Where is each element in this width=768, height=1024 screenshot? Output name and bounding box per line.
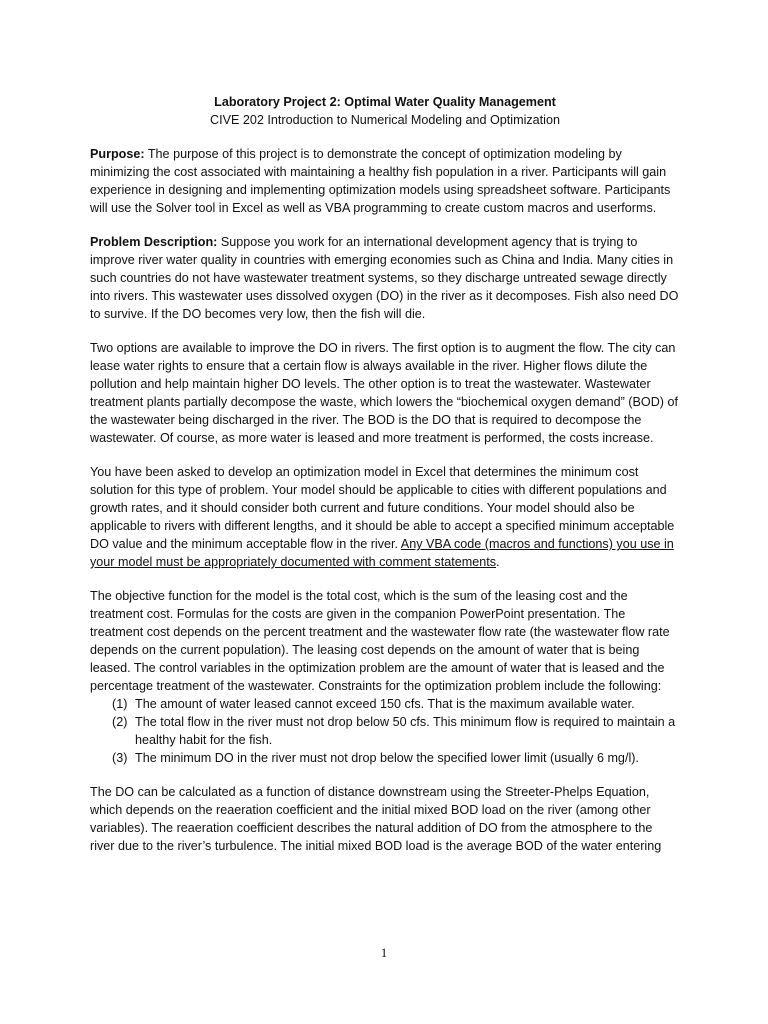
constraint-number: (3): [112, 751, 128, 765]
constraint-text: The minimum DO in the river must not drop below the specified lower limit (usually 6 mg/l).: [135, 751, 639, 765]
task-text: You have been asked to develop an optimization model in Excel that determines the minimum cost solution for this type of problem. Your model should be applicable to cities with different populations and growth rates, and it should consider both current and future conditions. Your model should also be applicable to rivers with different lengths, and it should be able to accept a specified minimum acceptable DO value and the minimum acceptable flow in the river.: [90, 465, 675, 551]
task-end: .: [496, 555, 500, 569]
task-paragraph: [90, 463, 680, 571]
constraint-item: [112, 749, 680, 767]
constraint-number: (1): [112, 697, 128, 711]
constraints-list: [90, 695, 680, 767]
do-paragraph: The DO can be calculated as a function of distance downstream using the Streeter-Phelps Equation, which depends on the reaeration coefficient and the initial mixed BOD load on the river (among other variables). The reaeration coefficient describes the natural addition of DO from the atmosphere to the river due to the river’s turbulence. The initial mixed BOD load is the average BOD of the water entering: [90, 785, 662, 853]
constraint-text: The amount of water leased cannot exceed 150 cfs. That is the maximum available water.: [135, 697, 635, 711]
title-block: [90, 93, 680, 129]
page-title: Laboratory Project 2: Optimal Water Quality Management: [214, 95, 556, 109]
constraint-number: (2): [112, 715, 128, 729]
vba-documentation-requirement: Any VBA code (macros and functions) you use in your model must be appropriately documented with comment statements: [90, 537, 674, 569]
page-number: 1: [380, 946, 388, 960]
course-subtitle: CIVE 202 Introduction to Numerical Modeling and Optimization: [209, 113, 560, 127]
purpose-paragraph: [90, 145, 680, 217]
objective-paragraph: The objective function for the model is the total cost, which is the sum of the leasing cost and the treatment cost. Formulas for the costs are given in the companion PowerPoint presentation. The treatment cost depends on the percent treatment and the wastewater flow rate (the wastewater flow rate depends on the current population). The leasing cost depends on the amount of water that is being leased. The control variables in the optimization problem are the amount of water that is leased and the percentage treatment of the wastewater. Constraints for the optimization problem include the following:: [90, 589, 670, 693]
constraint-text: The total flow in the river must not drop below 50 cfs. This minimum flow is required to maintain a healthy habit for the fish.: [135, 715, 676, 747]
constraint-item: [112, 713, 680, 749]
options-paragraph: Two options are available to improve the DO in rivers. The first option is to augment the flow. The city can lease water rights to ensure that a certain flow is always available in the river. Higher flows dilute the pollution and help maintain higher DO levels. The other option is to treat the wastewater. Wastewater treatment plants partially decompose the waste, which lowers the “biochemical oxygen demand” (BOD) of the wastewater being discharged in the river. The BOD is the DO that is required to decompose the wastewater. Of course, as more water is leased and more treatment is performed, the costs increase.: [90, 341, 678, 445]
purpose-label: Purpose:: [90, 147, 145, 161]
problem-description-paragraph: [90, 233, 680, 323]
constraint-item: [112, 695, 680, 713]
purpose-text: The purpose of this project is to demonstrate the concept of optimization modeling by minimizing the cost associated with maintaining a healthy fish population in a river. Participants will gain experience in designing and implementing optimization models using spreadsheet software. Participants will use the Solver tool in Excel as well as VBA programming to create custom macros and userforms.: [90, 147, 671, 215]
problem-description-text: Suppose you work for an international development agency that is trying to improve river water quality in countries with emerging economies such as China and India. Many cities in such countries do not have wastewater treatment systems, so they discharge untreated sewage directly into rivers. This wastewater uses dissolved oxygen (DO) in the river as it decomposes. Fish also need DO to survive. If the DO becomes very low, then the fish will die.: [90, 235, 679, 321]
problem-description-label: Problem Description:: [90, 235, 218, 249]
